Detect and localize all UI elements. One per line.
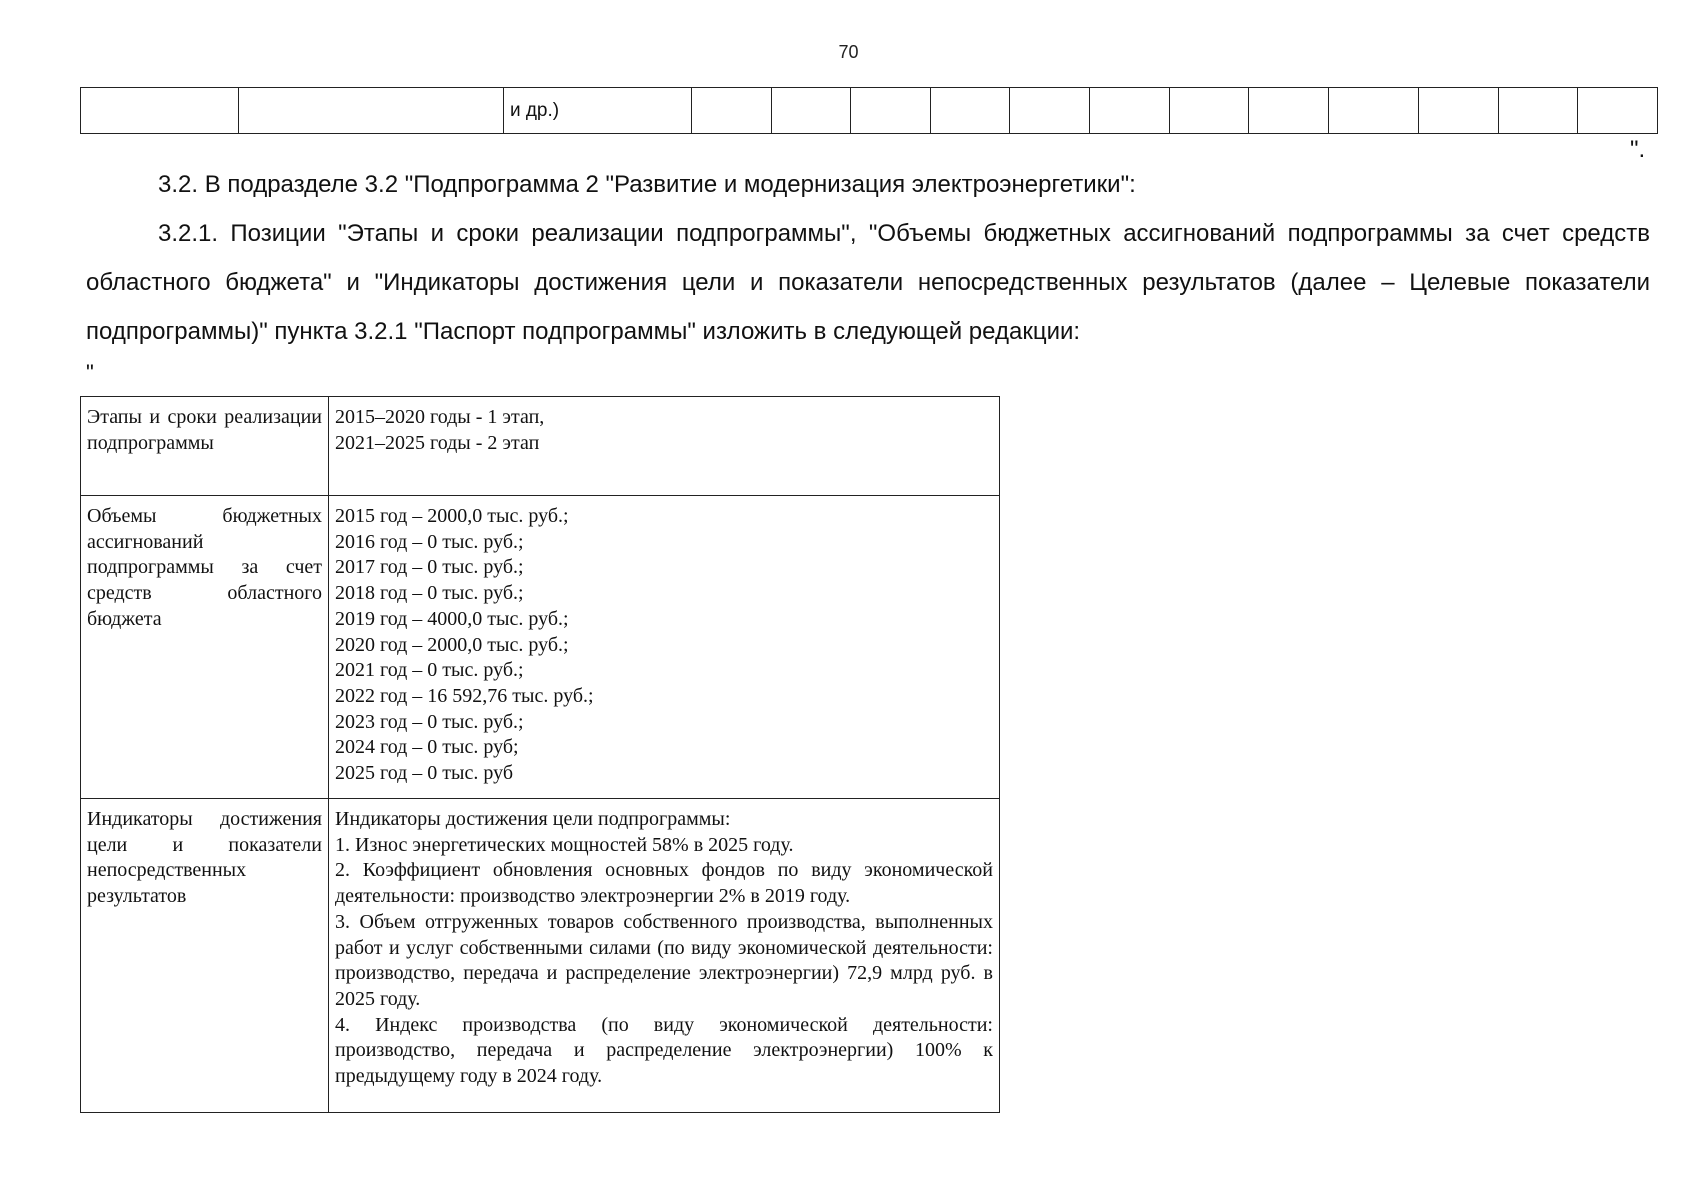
table-cell [851, 88, 931, 134]
stages-value [329, 397, 1000, 496]
paragraph-section-3-2: 3.2. В подразделе 3.2 "Подпрограмма 2 "Развитие и модернизация электроэнергетики": [158, 171, 1136, 198]
indicators-value [329, 799, 1000, 1113]
table-cell [771, 88, 851, 134]
budget-label: Объемы бюджетных ассигнований подпрограммы за счет средств областного бюджета [81, 496, 329, 799]
paragraph-section-3-2-1: 3.2.1. Позиции "Этапы и сроки реализации подпрограммы", "Объемы бюджетных ассигнований подпрограммы за счет средств областного бюджета" и "Индикаторы достижения цели и показатели непосредственных результатов (далее – Целевые показатели подпрограммы)" пункта 3.2.1 "Паспорт подпрограммы" изложить в следующей редакции: [86, 220, 1650, 345]
budget-value [329, 496, 1000, 799]
list-item: 2. Коэффициент обновления основных фондов по виду экономической деятельности: производство электроэнергии 2% в 2019 году. [335, 859, 993, 908]
list-item: 2022 год – 16 592,76 тыс. руб.; [335, 684, 594, 707]
opening-quote: " [86, 360, 94, 385]
list-item: 2020 год – 2000,0 тыс. руб.; [335, 633, 569, 656]
table-cell: и др.) [503, 88, 691, 134]
list-item: 1. Износ энергетических мощностей 58% в 2025 году. [335, 833, 794, 856]
list-item: 2015–2020 годы - 1 этап, [335, 406, 545, 428]
list-item: 2017 год – 0 тыс. руб.; [335, 556, 524, 579]
table-row [81, 88, 1658, 134]
list-item: 2023 год – 0 тыс. руб.; [335, 710, 524, 733]
list-item: 2015 год – 2000,0 тыс. руб.; [335, 505, 569, 527]
table-cell [1010, 88, 1090, 134]
table-row-stages [81, 397, 1000, 496]
table-cell [1328, 88, 1419, 134]
table-cell [1419, 88, 1499, 134]
list-item: 2016 год – 0 тыс. руб.; [335, 530, 524, 553]
stages-label: Этапы и сроки реализации подпрограммы [81, 397, 329, 496]
list-item: 2025 год – 0 тыс. руб [335, 762, 514, 785]
table-cell [1169, 88, 1249, 134]
table-cell [1249, 88, 1329, 134]
list-item: 2019 год – 4000,0 тыс. руб.; [335, 607, 569, 630]
closing-quote: ". [1630, 136, 1646, 163]
table-cell [930, 88, 1010, 134]
continued-table-row [80, 87, 1658, 134]
list-item: 3. Объем отгруженных товаров собственного производства, выполненных работ и услуг собственными силами (по виду экономической деятельности: производство, передача и распределение электроэнергии) 72,9 млрд руб. в 2025 году. [335, 910, 993, 1010]
table-row-budget [81, 496, 1000, 799]
list-item: 2021–2025 годы - 2 этап [335, 431, 540, 454]
table-row-indicators [81, 799, 1000, 1113]
list-item: 2024 год – 0 тыс. руб; [335, 736, 519, 759]
list-item: 4. Индекс производства (по виду экономической деятельности: производство, передача и распределение электроэнергии) 100% к предыдущему году в 2024 году. [335, 1013, 993, 1088]
list-item: 2018 год – 0 тыс. руб.; [335, 582, 524, 605]
subprogram-passport-table [80, 396, 1000, 1113]
table-cell [81, 88, 239, 134]
table-cell [692, 88, 772, 134]
indicators-label: Индикаторы достижения цели и показатели непосредственных результатов [81, 799, 329, 1113]
table-cell [1498, 88, 1578, 134]
table-cell [239, 88, 504, 134]
list-item: 2021 год – 0 тыс. руб.; [335, 659, 524, 682]
page-number: 70 [838, 42, 859, 62]
table-cell [1578, 88, 1658, 134]
list-item: Индикаторы достижения цели подпрограммы: [335, 808, 731, 830]
table-cell [1089, 88, 1169, 134]
